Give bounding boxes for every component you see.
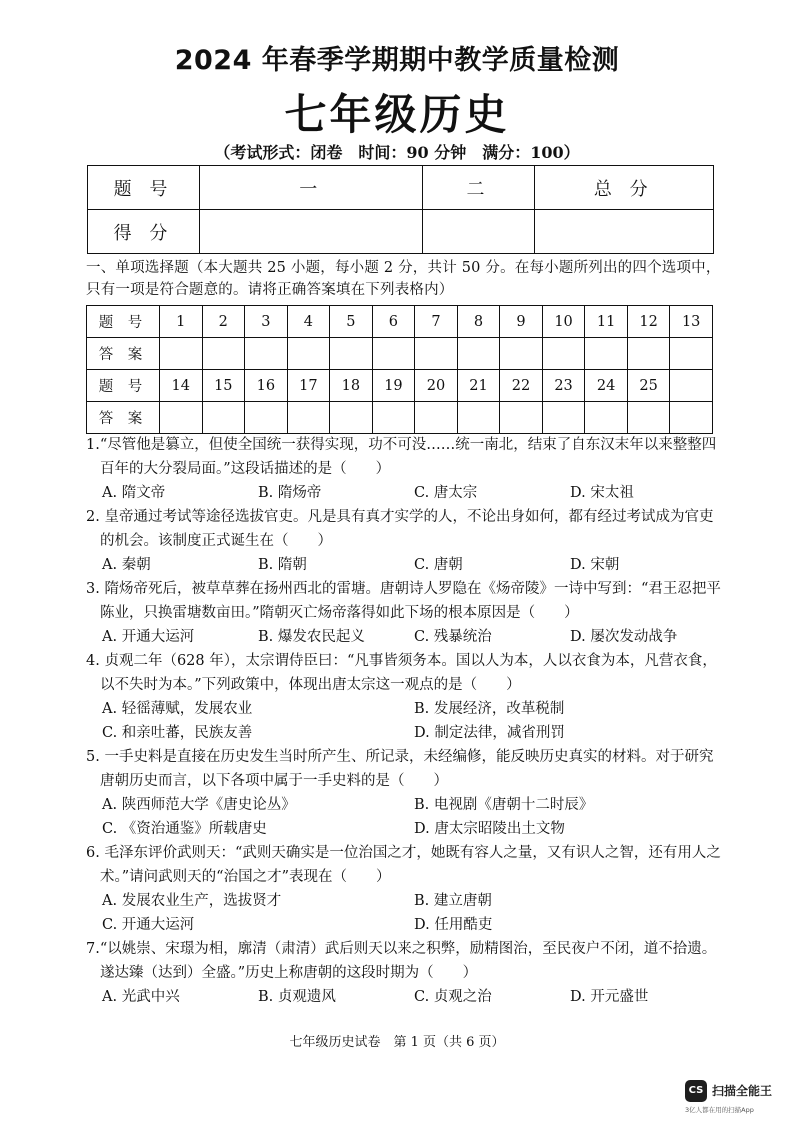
option-a[interactable]: A. 秦朝 xyxy=(102,557,151,573)
question-stem: 6. 毛泽东评价武则天：“武则天确实是一位治国之才，她既有容人之量，又有识人之智，还有用人之术。”请问武则天的“治国之才”表现在（ ） xyxy=(86,845,721,885)
answer-cell[interactable] xyxy=(415,402,458,434)
question-number-cell: 24 xyxy=(585,370,628,402)
option-b[interactable]: B. 贞观遗风 xyxy=(258,989,336,1005)
subject-title: 七年级历史 xyxy=(284,90,510,139)
option-d[interactable]: D. 制定法律，减省刑罚 xyxy=(414,725,565,741)
score-table-header-row xyxy=(88,166,714,210)
option-c[interactable]: C. 残暴统治 xyxy=(414,629,492,645)
question-number-cell: 7 xyxy=(415,306,458,338)
question-number-cell: 13 xyxy=(670,306,713,338)
question-options xyxy=(86,553,726,577)
question-stem: 2. 皇帝通过考试等途径选拔官吏。凡是具有真才实学的人，不论出身如何，都有经过考试成为官吏的机会。该制度正式诞生在（ ） xyxy=(86,509,714,549)
option-c[interactable]: C. 唐朝 xyxy=(414,557,463,573)
answer-number-row xyxy=(87,306,713,338)
score-table-score-row xyxy=(88,210,714,254)
question-number-cell: 23 xyxy=(542,370,585,402)
scanner-watermark xyxy=(685,1080,785,1116)
question-number-cell: 25 xyxy=(627,370,670,402)
option-d[interactable]: D. 任用酷吏 xyxy=(414,917,493,933)
option-b[interactable]: B. 隋朝 xyxy=(258,557,307,573)
option-a[interactable]: A. 隋文帝 xyxy=(102,485,166,501)
question-options xyxy=(86,793,726,841)
question-item xyxy=(86,937,726,1009)
question-list xyxy=(86,433,726,1009)
question-stem: 3. 隋炀帝死后，被草草葬在扬州西北的雷塘。唐朝诗人罗隐在《炀帝陵》一诗中写到：“君王忍把平陈业，只换雷塘数亩田。”隋朝灭亡炀帝落得如此下场的根本原因是（ ） xyxy=(86,581,721,621)
watermark-name: 扫描全能王 xyxy=(712,1084,773,1098)
exam-info: （考试形式：闭卷 时间：90 分钟 满分：100） xyxy=(214,143,580,162)
option-d[interactable]: D. 宋太祖 xyxy=(570,485,634,501)
answer-cell[interactable] xyxy=(287,338,330,370)
option-d[interactable]: D. 屡次发动战争 xyxy=(570,629,678,645)
question-number-cell: 9 xyxy=(500,306,543,338)
option-b[interactable]: B. 建立唐朝 xyxy=(414,893,492,909)
camscanner-icon: CS xyxy=(685,1080,707,1102)
question-number-cell: 11 xyxy=(585,306,628,338)
question-stem: 4. 贞观二年（628 年），太宗谓侍臣曰：“凡事皆须务本。国以人为本，人以衣食为本，凡营衣食，以不失时为本。”下列政策中，体现出唐太宗这一观点的是（ ） xyxy=(86,653,717,693)
question-item xyxy=(86,577,726,649)
answer-cell[interactable] xyxy=(202,402,245,434)
answer-cell[interactable] xyxy=(330,338,373,370)
answer-cell[interactable] xyxy=(627,402,670,434)
option-a[interactable]: A. 陕西师范大学《唐史论丛》 xyxy=(102,797,296,813)
page-footer: 七年级历史试卷 第 1 页（共 6 页） xyxy=(289,1035,505,1050)
question-number-cell: 12 xyxy=(627,306,670,338)
answer-cell[interactable] xyxy=(245,338,288,370)
answer-cell[interactable] xyxy=(457,402,500,434)
option-b[interactable]: B. 电视剧《唐朝十二时辰》 xyxy=(414,797,594,813)
question-number-cell: 14 xyxy=(160,370,203,402)
question-item xyxy=(86,841,726,937)
answer-input-row xyxy=(87,338,713,370)
option-a[interactable]: A. 开通大运河 xyxy=(102,629,195,645)
answer-cell[interactable] xyxy=(415,338,458,370)
answer-cell[interactable] xyxy=(500,338,543,370)
answer-cell[interactable] xyxy=(585,402,628,434)
section1-instructions: 一、单项选择题（本大题共 25 小题，每小题 2 分，共计 50 分。在每小题所列出的四个选项中，只有一项是符合题意的。请将正确答案填在下列表格内） xyxy=(86,260,721,298)
question-number-cell xyxy=(670,370,713,402)
question-stem: 5. 一手史料是直接在历史发生当时所产生、所记录，未经编修，能反映历史真实的材料。对于研究唐朝历史而言，以下各项中属于一手史料的是（ ） xyxy=(86,749,714,789)
question-number-cell: 17 xyxy=(287,370,330,402)
question-number-cell: 21 xyxy=(457,370,500,402)
question-number-cell: 19 xyxy=(372,370,415,402)
question-number-cell: 20 xyxy=(415,370,458,402)
answer-cell[interactable] xyxy=(670,402,713,434)
answer-cell[interactable] xyxy=(500,402,543,434)
answer-cell[interactable] xyxy=(202,338,245,370)
question-item xyxy=(86,505,726,577)
question-number-cell: 22 xyxy=(500,370,543,402)
option-d[interactable]: D. 开元盛世 xyxy=(570,989,649,1005)
option-c[interactable]: C. 唐太宗 xyxy=(414,485,478,501)
question-item xyxy=(86,433,726,505)
option-a[interactable]: A. 发展农业生产，选拔贤才 xyxy=(102,893,282,909)
question-number-cell: 2 xyxy=(202,306,245,338)
answer-row-label: 题 号 xyxy=(87,370,160,402)
exam-title: 2024 年春季学期期中教学质量检测 xyxy=(174,45,620,76)
question-number-cell: 16 xyxy=(245,370,288,402)
question-stem: 1.“尽管他是篡立，但使全国统一获得实现，功不可没……统一南北，结束了自东汉末年以来整整四百年的大分裂局面。”这段话描述的是（ ） xyxy=(86,437,717,477)
question-number-cell: 3 xyxy=(245,306,288,338)
answer-cell[interactable] xyxy=(330,402,373,434)
question-options xyxy=(86,625,726,649)
question-number-cell: 18 xyxy=(330,370,373,402)
option-d[interactable]: D. 唐太宗昭陵出土文物 xyxy=(414,821,565,837)
answer-number-row xyxy=(87,370,713,402)
question-number-cell: 10 xyxy=(542,306,585,338)
option-c[interactable]: C. 开通大运河 xyxy=(102,917,195,933)
option-c[interactable]: C. 《资治通鉴》所载唐史 xyxy=(102,821,267,837)
answer-cell[interactable] xyxy=(627,338,670,370)
question-item xyxy=(86,745,726,841)
question-number-cell: 1 xyxy=(160,306,203,338)
question-stem: 7.“以姚崇、宋璟为相，廓清（肃清）武后则天以来之积弊，励精图治，至民夜户不闭，道不拾遗。遂达臻（达到）全盛。”历史上称唐朝的这段时期为（ ） xyxy=(86,941,717,981)
option-d[interactable]: D. 宋朝 xyxy=(570,557,620,573)
option-a[interactable]: A. 轻徭薄赋，发展农业 xyxy=(102,701,253,717)
answer-cell[interactable] xyxy=(245,402,288,434)
answer-table xyxy=(86,305,713,434)
answer-cell[interactable] xyxy=(160,338,203,370)
watermark-tagline: 3亿人都在用的扫描App xyxy=(685,1106,754,1114)
question-number-cell: 5 xyxy=(330,306,373,338)
answer-cell[interactable] xyxy=(542,338,585,370)
question-options xyxy=(86,697,726,745)
question-number-cell: 4 xyxy=(287,306,330,338)
score-label-cell: 得 分 xyxy=(88,210,200,254)
answer-input-row xyxy=(87,402,713,434)
score-header-cell: 二 xyxy=(423,166,534,210)
score-input-cell[interactable] xyxy=(423,210,534,254)
score-header-cell: 题 号 xyxy=(88,166,200,210)
score-input-cell[interactable] xyxy=(534,210,714,254)
question-item xyxy=(86,649,726,745)
answer-cell[interactable] xyxy=(372,338,415,370)
option-b[interactable]: B. 隋炀帝 xyxy=(258,485,322,501)
option-c[interactable]: C. 贞观之治 xyxy=(414,989,492,1005)
question-options xyxy=(86,481,726,505)
score-input-cell[interactable] xyxy=(200,210,423,254)
answer-cell[interactable] xyxy=(457,338,500,370)
answer-row-label: 答 案 xyxy=(87,402,160,434)
answer-cell[interactable] xyxy=(160,402,203,434)
answer-cell[interactable] xyxy=(670,338,713,370)
answer-cell[interactable] xyxy=(372,402,415,434)
answer-cell[interactable] xyxy=(585,338,628,370)
answer-cell[interactable] xyxy=(542,402,585,434)
answer-cell[interactable] xyxy=(287,402,330,434)
question-options xyxy=(86,889,726,937)
option-a[interactable]: A. 光武中兴 xyxy=(102,989,180,1005)
question-number-cell: 6 xyxy=(372,306,415,338)
question-number-cell: 8 xyxy=(457,306,500,338)
option-b[interactable]: B. 爆发农民起义 xyxy=(258,629,365,645)
option-b[interactable]: B. 发展经济，改革税制 xyxy=(414,701,565,717)
question-number-cell: 15 xyxy=(202,370,245,402)
score-header-cell: 总 分 xyxy=(534,166,714,210)
answer-row-label: 题 号 xyxy=(87,306,160,338)
score-header-cell: 一 xyxy=(200,166,423,210)
question-options xyxy=(86,985,726,1009)
answer-row-label: 答 案 xyxy=(87,338,160,370)
option-c[interactable]: C. 和亲吐蕃，民族友善 xyxy=(102,725,253,741)
score-table xyxy=(87,165,714,254)
